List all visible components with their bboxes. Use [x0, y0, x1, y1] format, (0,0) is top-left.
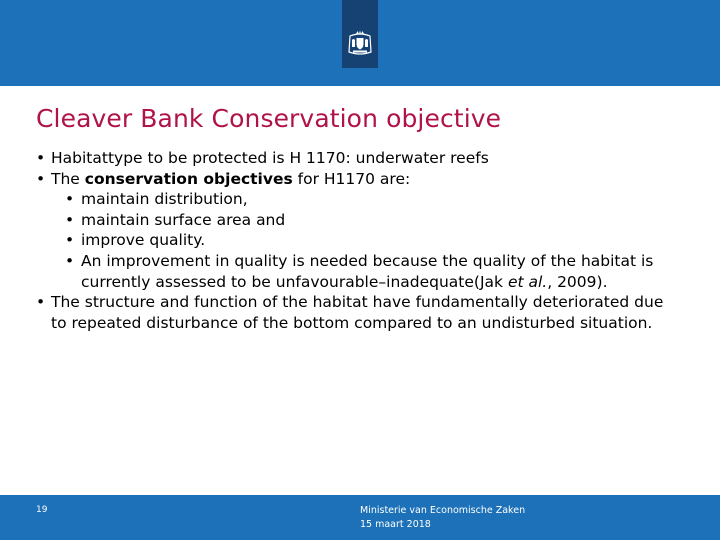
footer-date: 15 maart 2018: [360, 519, 431, 530]
footer-banner: [0, 495, 720, 540]
bullet-list: [36, 148, 676, 333]
page-number: 19: [36, 505, 48, 515]
citation-et-al: et al.: [507, 272, 548, 291]
bullet-text: , 2009).: [547, 272, 608, 291]
sub-bullet-surface-area: • maintain surface area and: [65, 210, 676, 231]
bullet-text: for H1170 are:: [292, 169, 411, 188]
slide-title: Cleaver Bank Conservation objective: [36, 104, 502, 133]
top-banner: [0, 0, 720, 86]
bullet-text: The: [51, 169, 85, 188]
footer-info: [360, 504, 525, 532]
slide-body: [36, 148, 676, 333]
bullet-habitattype: • Habitattype to be protected is H 1170: underwater reefs: [36, 148, 676, 169]
bullet-structure-function: • The structure and function of the habitat have fundamentally deteriorated due to repeated disturbance of the bottom compared to an undisturbed situation.: [36, 292, 676, 333]
bold-term: conservation objectives: [84, 169, 293, 188]
sub-bullet-distribution: • maintain distribution,: [65, 189, 676, 210]
bullet-text: An improvement in quality is needed because the quality of the habitat is currently assessed to be unfavourable–inadequate(Jak: [81, 251, 654, 291]
crest-logo: [342, 0, 378, 68]
sub-bullet-improvement: [65, 251, 676, 292]
sub-bullet-quality: • improve quality.: [65, 230, 676, 251]
dutch-government-crest-icon: [347, 30, 373, 56]
footer-organization: Ministerie van Economische Zaken: [360, 505, 526, 516]
sub-bullet-list: [51, 189, 676, 292]
bullet-conservation-objectives: [36, 169, 676, 293]
